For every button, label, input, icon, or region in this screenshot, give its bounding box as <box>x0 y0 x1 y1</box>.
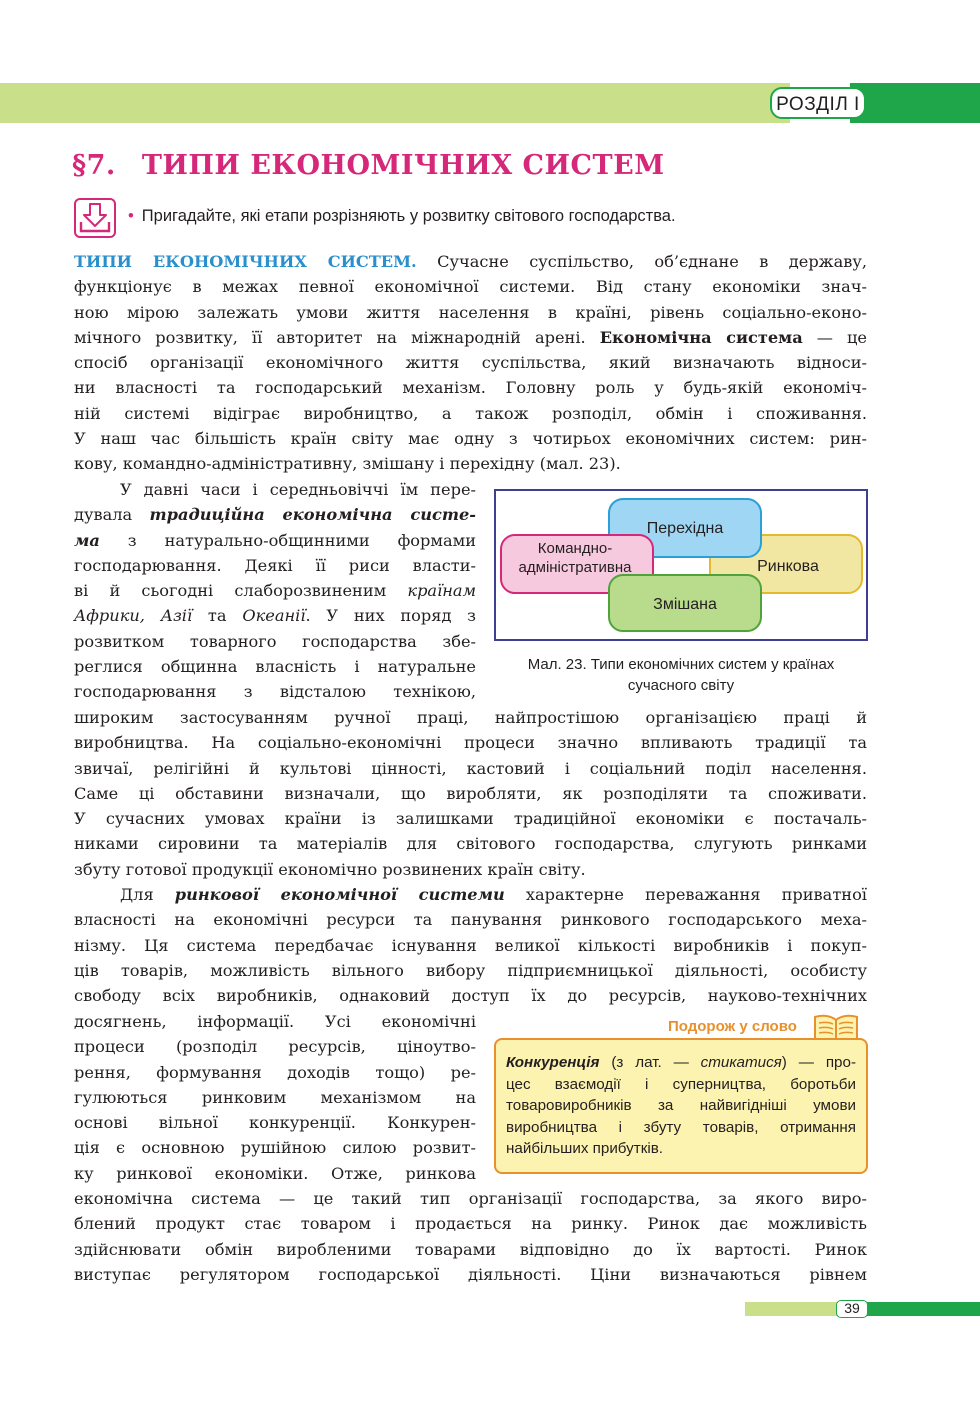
text-line <box>74 502 476 527</box>
text-line: збуту готової продукції економічно розвинених країн світу. <box>74 859 586 879</box>
text-line <box>506 1052 856 1074</box>
text-line: У давні часи і середньовіччі їм пере- <box>120 480 476 499</box>
section-label: РОЗДІЛ І <box>770 87 866 119</box>
paragraph-number: §7. <box>72 150 116 181</box>
paragraph-market-narrow <box>74 1009 476 1186</box>
sidebar-definition <box>494 1038 868 1174</box>
text-line: нізму. Ця система передбачає існування великої кількості виробників і покуп- <box>74 935 867 955</box>
text-line: ній системі відіграє виробництво, а також розподіл, обмін і споживання. <box>74 403 867 423</box>
text-line: господарювання з відсталою технікою, <box>74 682 476 702</box>
text-line: виробництва і збуту товарів, отримання <box>506 1118 856 1136</box>
page-number: 39 <box>836 1300 868 1318</box>
recall-bullet: • <box>128 207 134 225</box>
text-line: звичаї, релігійні й культові цінності, кастовий і соціальний поділ населення. <box>74 758 867 778</box>
text-line: ція є основною рушійною силою розвит- <box>74 1138 476 1158</box>
text-line: економічна система — це такий тип організації господарства, за якого виро- <box>74 1189 867 1208</box>
text-line: свободу всіх виробників, однаковий доступ їх до ресурсів, науково-технічних <box>74 986 867 1006</box>
text-line: товаровиробників за найвигідніші умови <box>506 1097 856 1114</box>
figure-caption <box>494 654 868 696</box>
text-line: найбільших прибутків. <box>506 1140 664 1157</box>
term-bold-italic: традиційна економічна систе- <box>149 505 476 525</box>
text-line: блений продукт стає товаром і продається на ринку. Ринок дає можливість <box>74 1214 867 1234</box>
paragraph-traditional-wide <box>74 705 867 1009</box>
term-italic: стикатися <box>700 1054 782 1071</box>
recall-text: Пригадайте, які етапи розрізняють у розвитку світового господарства. <box>141 207 676 225</box>
text-line: господарювання. Деякі її риси власти- <box>74 555 476 575</box>
text-line: ку ринкової економіки. Отже, ринкова <box>74 1163 476 1183</box>
inline-heading: ТИПИ ЕКОНОМІЧНИХ СИСТЕМ. <box>74 252 417 271</box>
paragraph-traditional-narrow <box>74 477 476 705</box>
transitional-label: Перехідна <box>646 520 724 537</box>
term-bold: Економічна система <box>599 327 803 347</box>
text-span: та <box>192 606 243 626</box>
page-title <box>72 150 665 181</box>
text-span: мічного розвитку, її авторитет на міжнародній арені. <box>74 327 600 347</box>
command-label-line2: адміністративна <box>518 559 632 576</box>
text-line: власності на економічні ресурси та панування ринкового господарського меха- <box>74 910 867 930</box>
header-band-light <box>0 83 790 123</box>
text-line: У сучасних умовах країни із залишками традиційної економіки є постачаль- <box>74 809 867 829</box>
text-line: виробництва. На соціально-економічні процеси значно впливають традиції та <box>74 733 867 753</box>
footer-band-dark <box>866 1302 980 1316</box>
text-line: виступає регулятором господарської діяльності. Ціни визначаються рівнем <box>74 1264 867 1284</box>
text-span: ) — про- <box>781 1054 856 1071</box>
text-line: кову, командно-адміністративну, змішану і перехідну (мал. 23). <box>74 454 621 474</box>
mixed-label: Змішана <box>653 596 717 613</box>
text-line <box>74 249 867 274</box>
text-line: здійснювати обмін виробленими товарами відповідно до їх вартості. Ринок <box>74 1239 867 1259</box>
text-line: процеси (розподіл ресурсів, ціноутво- <box>74 1037 476 1057</box>
recall-question <box>128 207 676 226</box>
text-line <box>74 882 867 907</box>
text-line: рення, формування доходів тощо) ре- <box>74 1062 476 1082</box>
term-italic: країнам <box>407 581 476 601</box>
sidebar-heading: Подорож у слово <box>668 1018 797 1035</box>
figure-economic-systems <box>494 489 868 641</box>
text-line: реглися общинна власність і натуральне <box>74 657 476 677</box>
text-line: У наш час більшість країн світу має одну з чотирьох економічних систем: рин- <box>74 429 867 449</box>
text-line: функціонує в межах певної економічної системи. Від стану економіки знач- <box>74 277 867 297</box>
title-text: ТИПИ ЕКОНОМІЧНИХ СИСТЕМ <box>141 150 665 181</box>
command-label-line1: Командно- <box>537 540 613 557</box>
text-span: характерне переважання приватної <box>504 885 867 905</box>
caption-line: сучасного світу <box>627 677 735 694</box>
text-line: ців товарів, можливість вільного вибору підприємницької діяльності, особисту <box>74 960 867 980</box>
text-span: (з лат. — <box>599 1054 701 1071</box>
term-bold-italic: ринкової економічної системи <box>174 885 505 905</box>
text-span: Сучасне суспільство, об’єднане в державу, <box>416 252 868 271</box>
text-line: гулюються ринковим механізмом на <box>74 1087 476 1107</box>
text-span: ві й сьогодні слаборозвиненим <box>74 581 408 601</box>
download-arrow-icon <box>74 198 116 238</box>
text-span: — це <box>802 327 867 347</box>
text-line: ною мірою залежать умови життя населення в країні, рівень соціально-еконо- <box>74 302 867 322</box>
caption-line: Мал. 23. Типи економічних систем у країнах <box>527 656 835 673</box>
term-italic: Африки, Азії <box>74 606 193 626</box>
text-line: широким застосуванням ручної праці, найпростішою організацією праці й <box>74 708 867 727</box>
footer-band-light <box>745 1302 840 1316</box>
text-line <box>74 325 867 350</box>
text-line <box>74 578 476 603</box>
market-label: Ринкова <box>757 558 819 575</box>
paragraph-market-wide <box>74 1186 867 1287</box>
header-band-dark <box>850 83 980 123</box>
text-line: основі вільної конкуренції. Конкурен- <box>74 1113 476 1133</box>
text-span: . У них поряд з <box>305 606 477 626</box>
text-line: досягнень, інформації. Усі економічні <box>74 1012 476 1031</box>
paragraph-economic-systems <box>74 249 867 477</box>
term-italic: Океанії <box>242 606 306 626</box>
text-line <box>74 528 476 553</box>
text-line <box>74 603 476 628</box>
text-line: цес взаємодії і суперництва, боротьби <box>506 1075 856 1093</box>
text-line: Саме ці обставини визначали, що виробляти, як розподіляти та споживати. <box>74 783 867 803</box>
text-line: розвитком товарного господарства збе- <box>74 631 476 651</box>
text-line: спосіб організації економічного життя суспільства, який визначають відноси- <box>74 353 867 373</box>
text-line: ни власності та господарський механізм. Головну роль у будь-якій економіч- <box>74 378 867 398</box>
text-span: Для <box>120 885 175 905</box>
text-span: з натурально-общинними формами <box>99 530 476 550</box>
text-span: дувала <box>74 505 150 525</box>
term-bold-italic: Конкуренція <box>506 1054 600 1071</box>
text-line: никами сировини та матеріалів для світового господарства, слугують ринками <box>74 834 867 854</box>
term-bold-italic: ма <box>74 530 100 550</box>
